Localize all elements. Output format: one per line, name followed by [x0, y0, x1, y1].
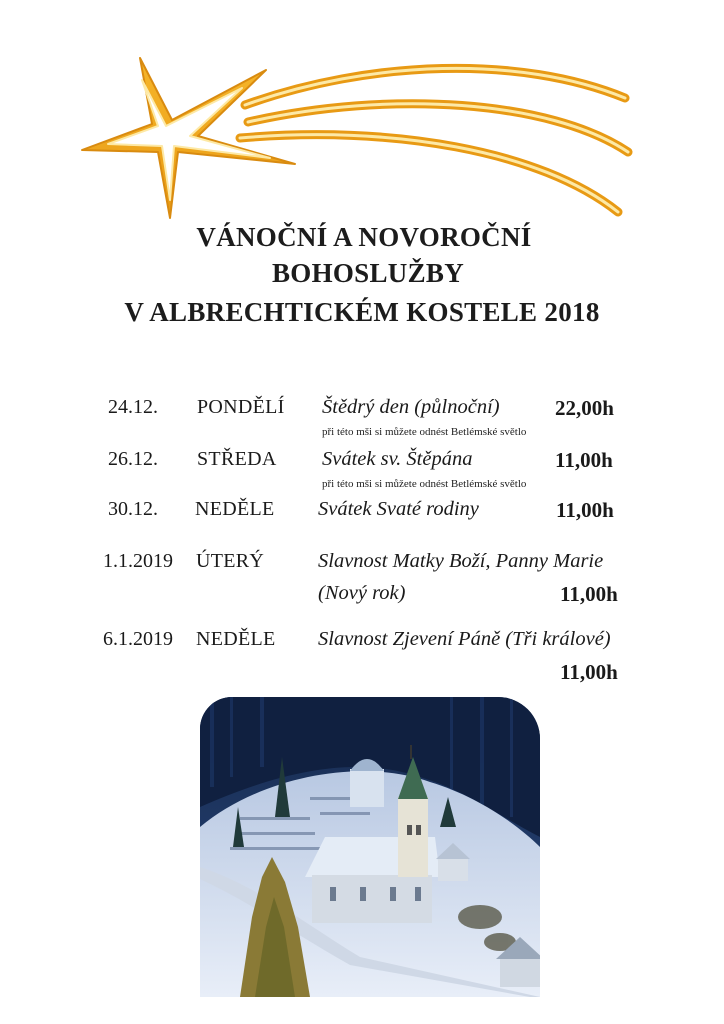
service-name-line-2: (Nový rok)	[318, 582, 406, 604]
service-day: ÚTERÝ	[196, 550, 265, 572]
service-time: 11,00h	[555, 448, 613, 472]
service-note: při této mši si můžete odnést Betlémské světlo	[322, 478, 527, 490]
service-day: NEDĚLE	[196, 628, 276, 650]
service-date: 24.12.	[108, 396, 158, 418]
service-day: STŘEDA	[197, 448, 277, 470]
service-date: 26.12.	[108, 448, 158, 470]
service-date: 30.12.	[108, 498, 158, 520]
service-date: 1.1.2019	[103, 550, 173, 572]
shooting-star-icon	[70, 40, 650, 230]
service-day: NEDĚLE	[195, 498, 275, 520]
service-name: Svátek sv. Štěpána	[322, 448, 473, 470]
service-time: 11,00h	[556, 498, 614, 522]
service-name: Štědrý den (půlnoční)	[322, 396, 500, 418]
service-time: 22,00h	[555, 396, 614, 420]
service-name: Svátek Svaté rodiny	[318, 498, 479, 520]
page-title-line-1: VÁNOČNÍ A NOVOROČNÍ	[196, 222, 532, 252]
page-title-line-3: V ALBRECHTICKÉM KOSTELE 2018	[124, 297, 600, 327]
service-day: PONDĚLÍ	[197, 396, 285, 418]
page-title-line-2: BOHOSLUŽBY	[271, 258, 465, 288]
service-time: 11,00h	[560, 582, 618, 606]
service-name: Slavnost Matky Boží, Panny Marie	[318, 550, 604, 572]
service-date: 6.1.2019	[103, 628, 173, 650]
service-time: 11,00h	[560, 660, 618, 684]
service-name: Slavnost Zjevení Páně (Tři králové)	[318, 628, 611, 650]
service-note: při této mši si můžete odnést Betlémské světlo	[322, 426, 527, 438]
church-winter-photo	[200, 697, 540, 997]
